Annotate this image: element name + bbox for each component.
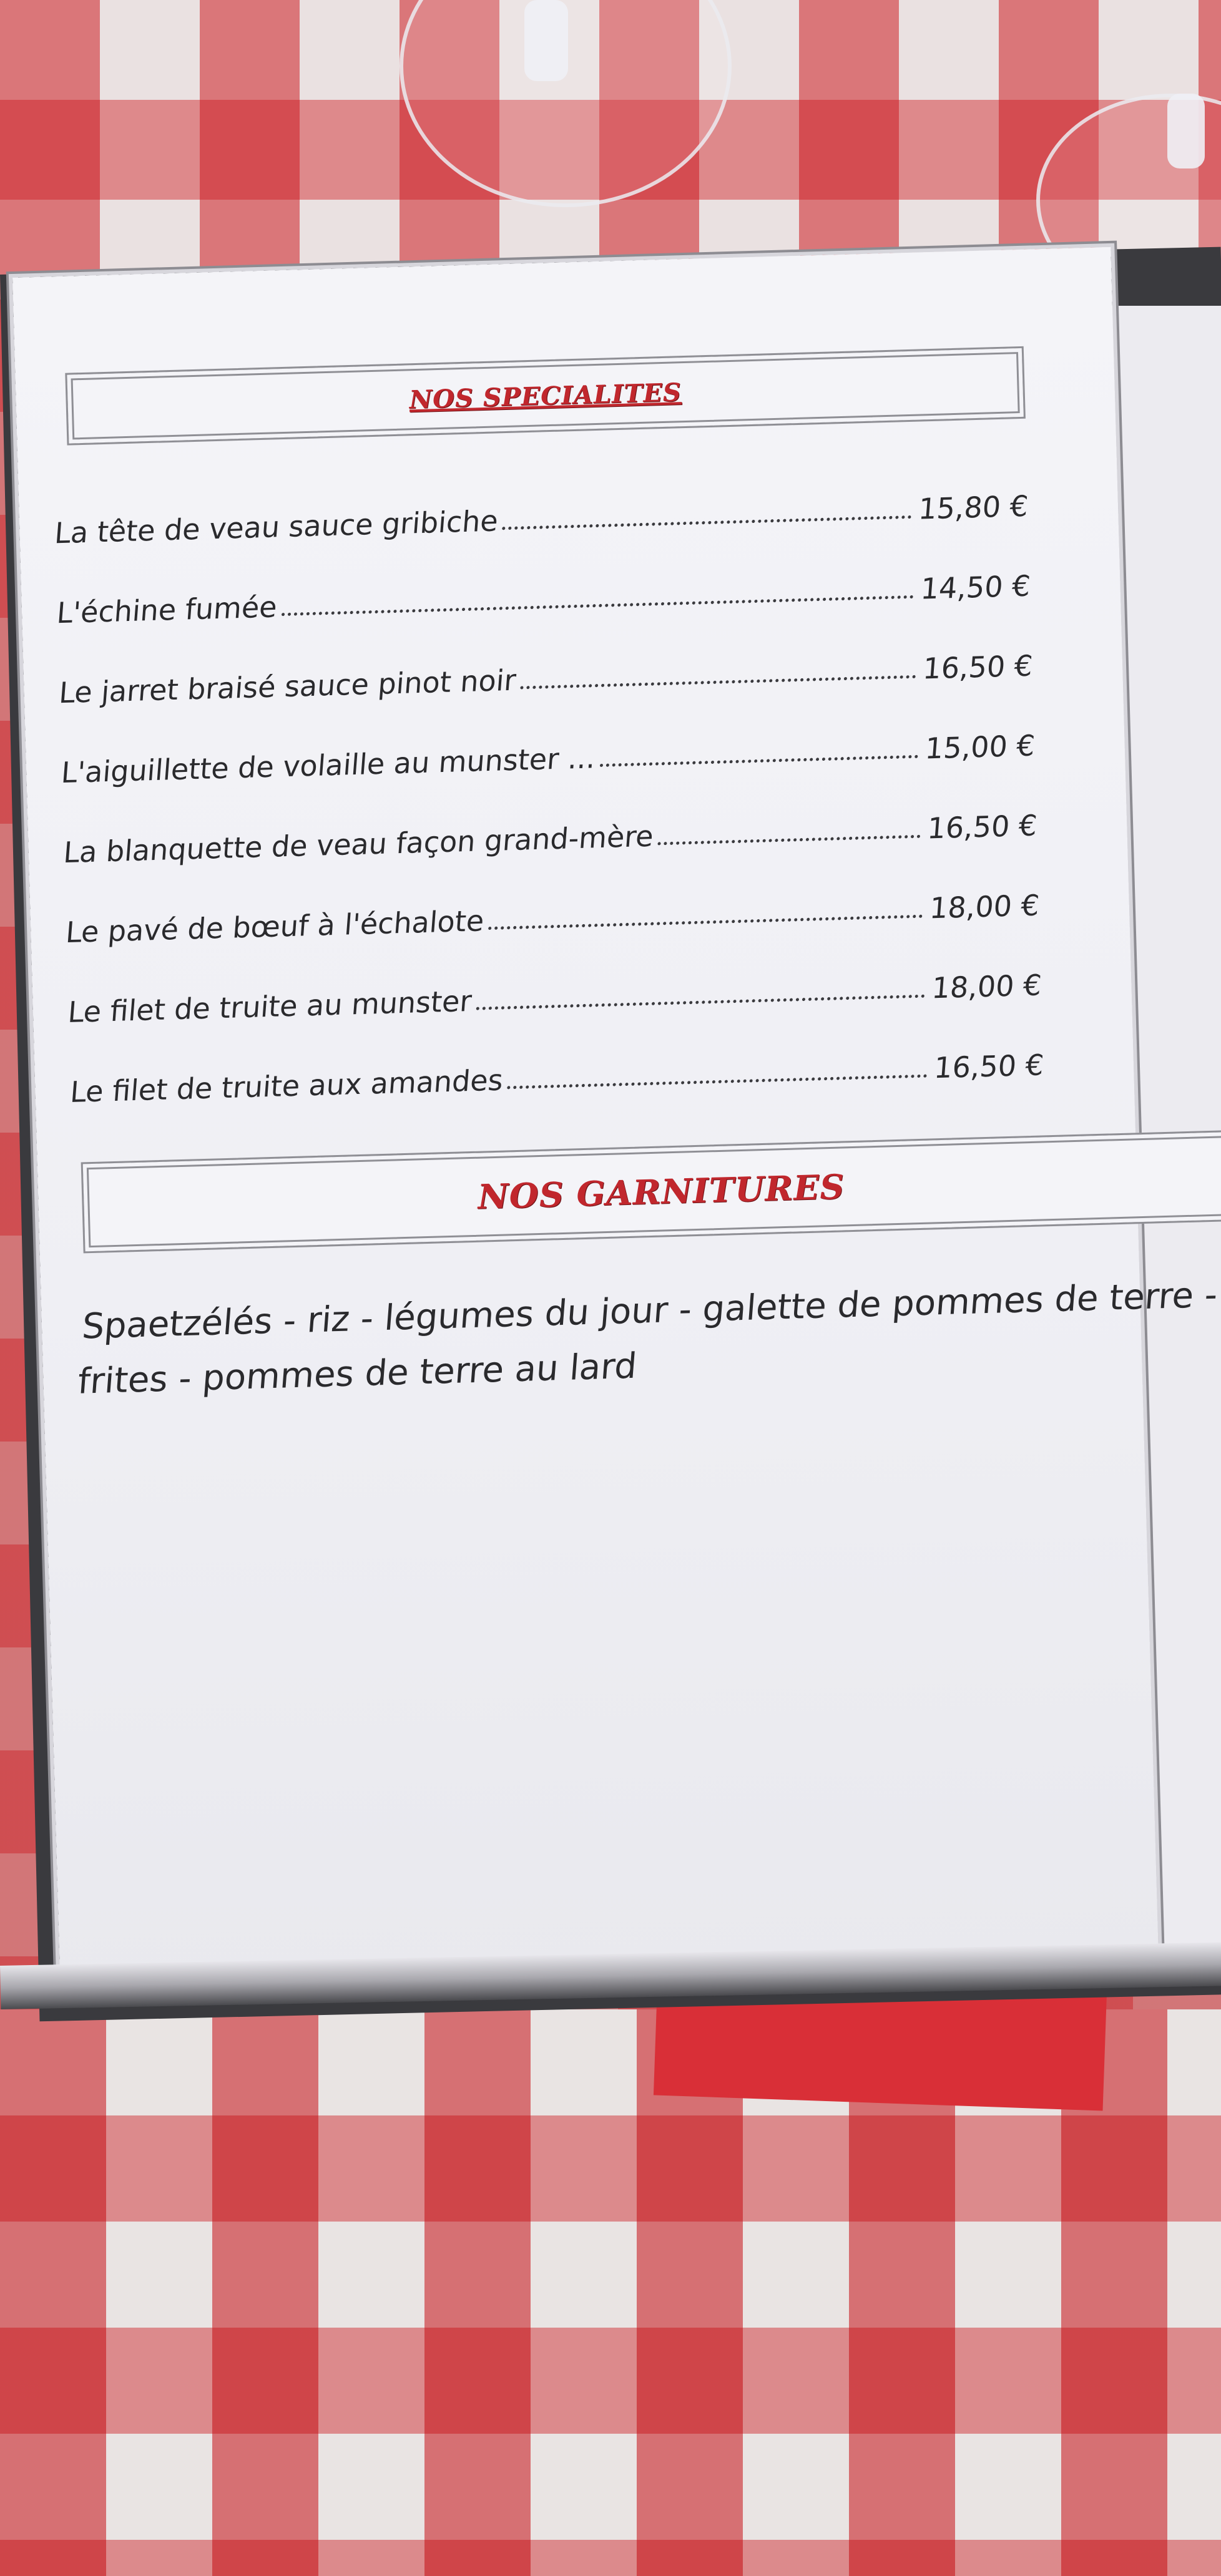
specialites-title: NOS SPECIALITES — [408, 377, 682, 414]
dot-leader — [508, 1075, 928, 1090]
garnitures-description: Spaetzélés - riz - légumes du jour - galette de pommes de terre - frites - pommes de terre au lard — [76, 1274, 1219, 1402]
dish-name: Le pavé de bœuf à l'échalote — [64, 904, 486, 950]
dish-name: L'aiguillette de volaille au munster ... — [60, 741, 597, 790]
dot-leader — [658, 835, 921, 846]
dish-name: Le jarret braisé sauce pinot noir — [57, 663, 517, 710]
dish-name: Le filet de truite aux amandes — [69, 1063, 504, 1109]
dish-price: 15,80 € — [917, 489, 1030, 526]
dish-price: 16,50 € — [933, 1048, 1046, 1085]
specialites-list — [53, 443, 1047, 1109]
garnitures-title: NOS GARNITURES — [477, 1166, 846, 1217]
dish-name: Le filet de truite au munster — [66, 983, 473, 1030]
specialites-header-box — [65, 346, 1026, 446]
garnitures-header-box — [81, 1130, 1221, 1254]
dish-price: 15,00 € — [924, 728, 1036, 766]
menu-page — [12, 247, 1219, 1993]
dish-name: L'échine fumée — [56, 590, 278, 630]
dish-price: 18,00 € — [930, 968, 1043, 1005]
dish-price: 14,50 € — [919, 568, 1032, 606]
dish-name: La tête de veau sauce gribiche — [53, 504, 499, 550]
dot-leader — [600, 755, 919, 767]
dish-name: La blanquette de veau façon grand-mère — [62, 819, 655, 870]
dish-price: 16,50 € — [926, 808, 1039, 846]
wine-glass-stem — [1167, 94, 1205, 168]
dish-price: 16,50 € — [921, 648, 1034, 686]
dish-price: 18,00 € — [928, 888, 1041, 925]
wine-glass-stem — [524, 0, 568, 81]
